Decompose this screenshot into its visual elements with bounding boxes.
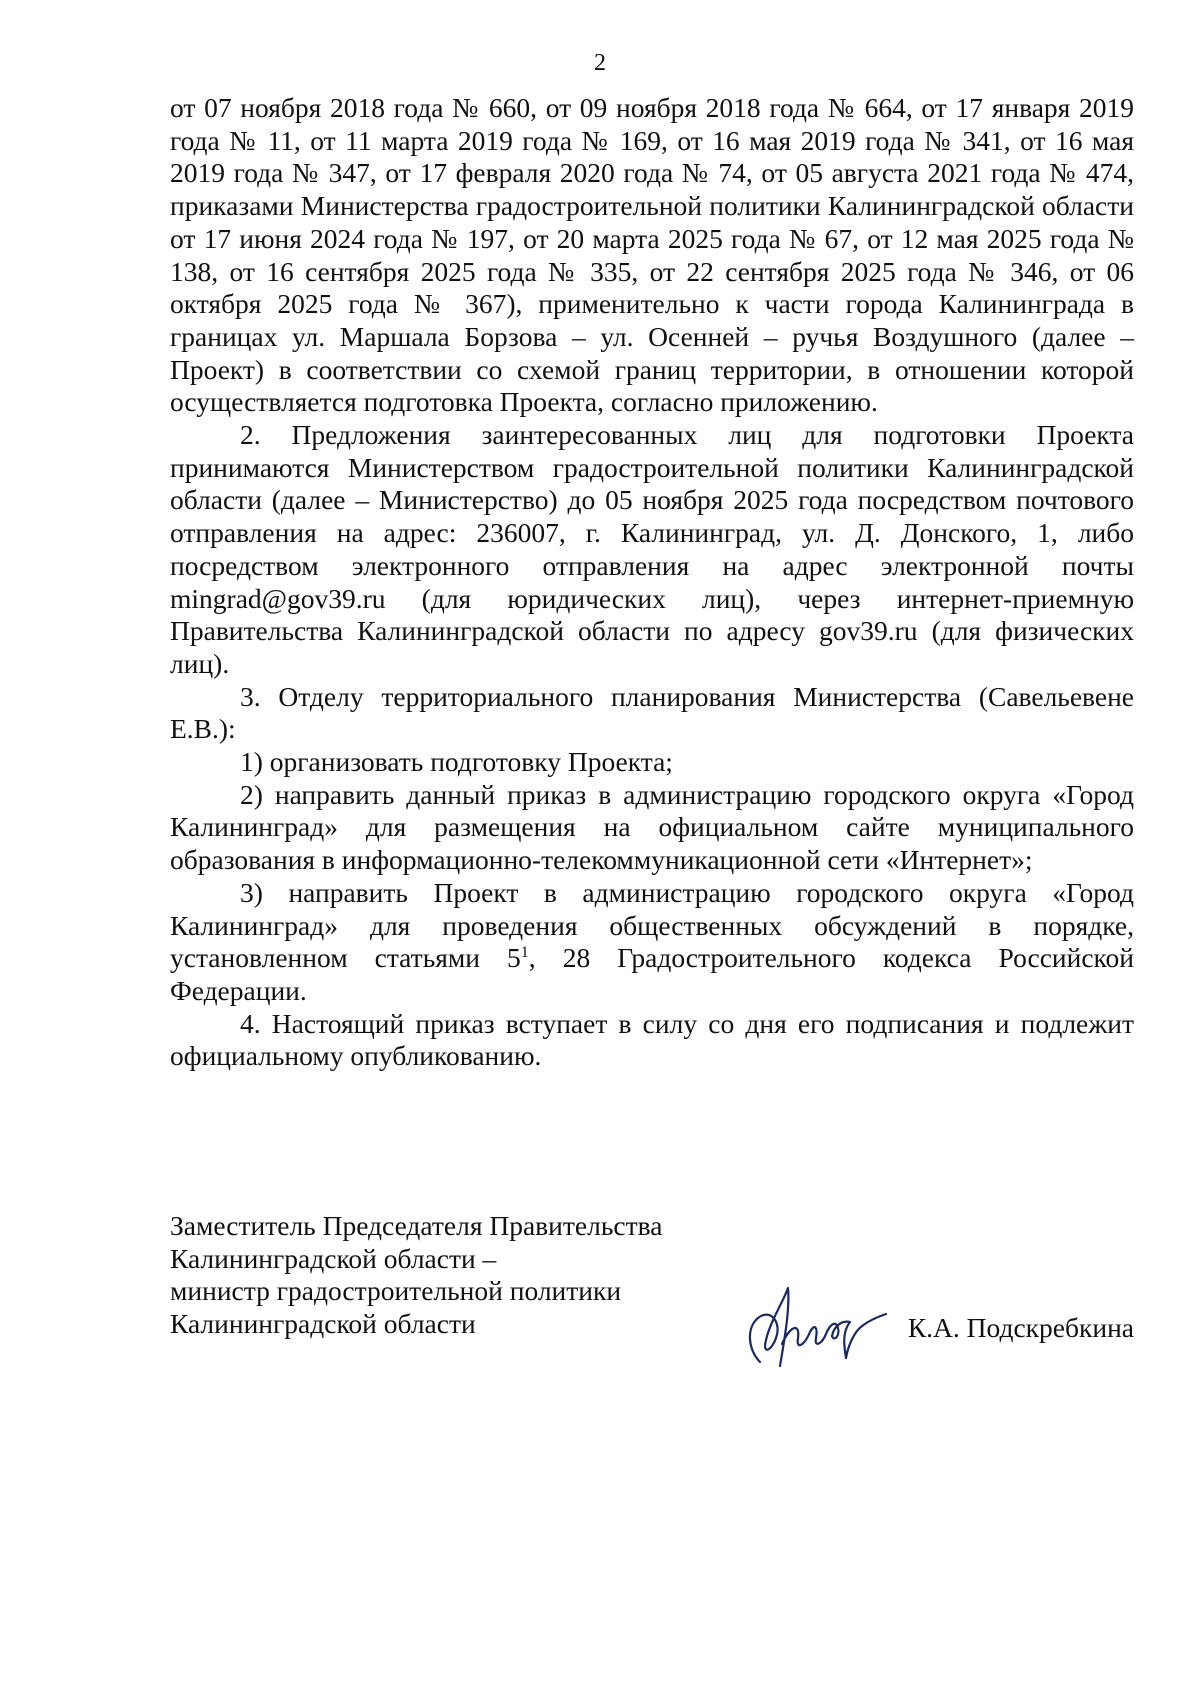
page-number: 2 <box>594 50 606 76</box>
signatory-title-line-3: министр градостроительной политики <box>170 1275 622 1306</box>
paragraph-3-item-2: 2) направить данный приказ в администрацию городского округа «Город Калининград» для размещения на официальном сайте муниципального образования в информационно-телекоммуникационной сети «Интернет»; <box>170 778 1134 876</box>
paragraph-3: 3. Отделу территориального планирования Министерства (Савельевене Е.В.): <box>170 680 1134 745</box>
signatory-title-line-1: Заместитель Председателя Правительства <box>170 1210 663 1241</box>
paragraph-3-item-1: 1) организовать подготовку Проекта; <box>240 746 673 778</box>
signature-block <box>170 1210 1134 1343</box>
superscript: 1 <box>520 944 529 962</box>
handwritten-signature <box>738 1270 888 1380</box>
paragraph-continuation: от 07 ноября 2018 года № 660, от 09 ноября 2018 года № 664, от 17 января 2019 года № 11, от 11 марта 2019 года № 169, от 16 мая 2019 года № 341, от 16 мая 2019 года № 347, от 17 февраля 2020 года № 74, от 05 августа 2021 года № 474, приказами Министерства градостроительной политики Калининградской области от 17 июня 2024 года № 197, от 20 марта 2025 года № 67, от 12 мая 2025 года № 138, от 16 сентября 2025 года № 335, от 22 сентября 2025 года № 346, от 06 октября 2025 года № 367), применительно к части города Калининграда в границах ул. Маршала Борзова – ул. Осенней – ручья Воздушного (далее – Проект) в соответствии со схемой границ территории, в отношении которой осуществляется подготовка Проекта, согласно приложению. <box>170 92 1134 418</box>
paragraph-3-item-3-text-end: , 28 Градостроительного кодекса Российской Федерации. <box>170 942 1134 1006</box>
signatory-title-line-4: Калининградской области <box>170 1307 476 1339</box>
paragraph-4: 4. Настоящий приказ вступает в силу со дня его подписания и подлежит официальному опубликованию. <box>170 1007 1134 1072</box>
paragraph-3-item-3 <box>170 877 1134 1008</box>
signatory-title-line-2: Калининградской области – <box>170 1242 497 1274</box>
document-body <box>170 92 1134 1073</box>
paragraph-2: 2. Предложения заинтересованных лиц для подготовки Проекта принимаются Министерством градостроительной политики Калининградской области (далее – Министерство) до 05 ноября 2025 года посредством почтового отправления на адрес: 236007, г. Калининград, ул. Д. Донского, 1, либо посредством электронного отправления на адрес электронной почты mingrad@gov39.ru (для юридических лиц), через интернет-приемную Правительства Калининградской области по адресу gov39.ru (для физических лиц). <box>170 419 1134 679</box>
paragraph-3-item-3-text: 3) направить Проект в администрацию городского округа «Город Калининград» для проведения общественных обсуждений в порядке, установленном статьями 5 <box>170 876 1134 974</box>
signatory-name: К.А. Подскребкина <box>907 1312 1134 1343</box>
